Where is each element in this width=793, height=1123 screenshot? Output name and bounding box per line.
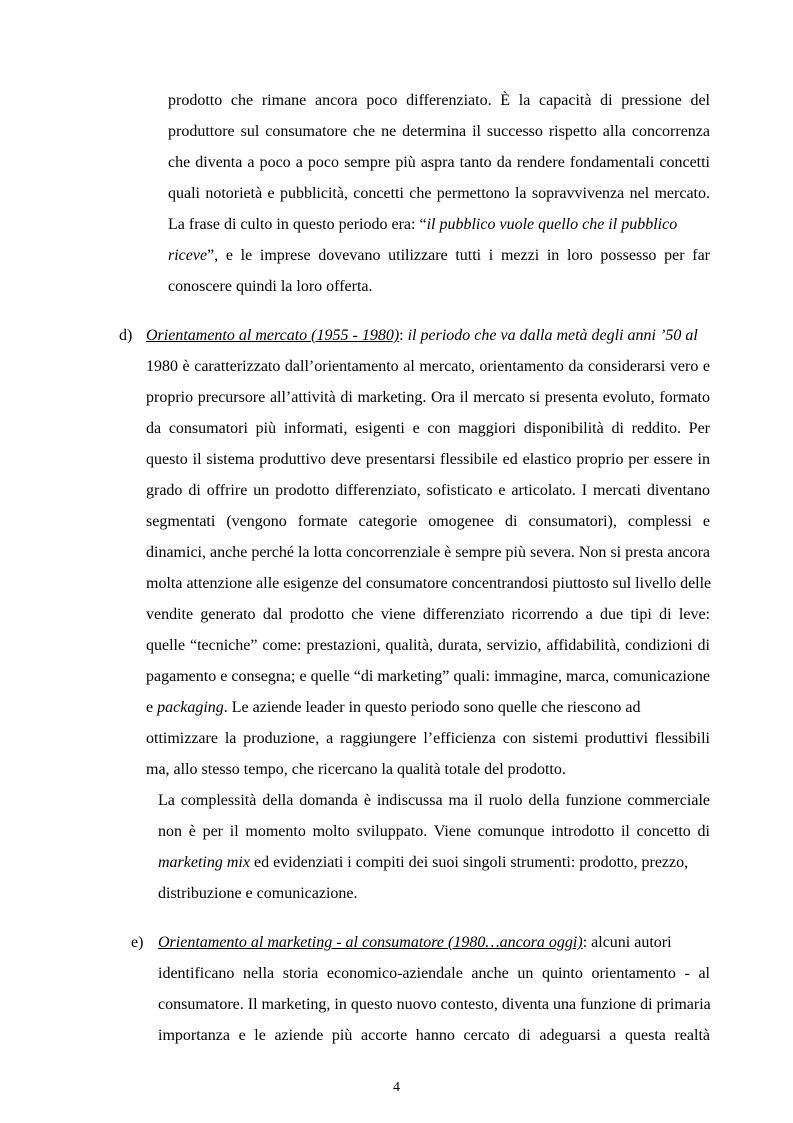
text-line: prodotto che rimane ancora poco differenziato. È la capacità di pressione del: [168, 92, 710, 109]
text-line: grado di offrire un prodotto differenziato, sofisticato e articolato. I mercati diventano: [146, 482, 710, 499]
text-segment: ed evidenziati i compiti dei suoi singoli strumenti: prodotto, prezzo,: [249, 854, 689, 871]
text-line: che diventa a poco a poco sempre più aspra tanto da rendere fondamentali concetti: [168, 154, 710, 171]
text-line: segmentati (vengono formate categorie omogenee di consumatori), complessi e: [146, 513, 710, 530]
text-line: [158, 853, 710, 873]
text-line: [168, 246, 710, 266]
text-line: questo il sistema produttivo deve presentarsi flessibile ed elastico proprio per essere in: [146, 451, 710, 468]
term-italic: packaging: [157, 699, 224, 716]
list-marker: e): [131, 934, 144, 951]
text-line: 1980 è caratterizzato dall’orientamento al mercato, orientamento da considerarsi vero e: [146, 358, 710, 375]
item-heading: Orientamento al mercato (1955 - 1980): [146, 327, 400, 344]
text-line: molta attenzione alle esigenze del consumatore concentrandosi piuttosto sul livello delle: [146, 575, 712, 592]
text-line: ma, allo stesso tempo, che ricercano la qualità totale del prodotto.: [146, 761, 566, 778]
text-line: produttore sul consumatore che ne determina il successo rispetto alla concorrenza: [168, 123, 710, 140]
colon: :: [582, 934, 588, 951]
text-line: quelle “tecniche” come: prestazioni, qualità, durata, servizio, affidabilità, condizioni di: [146, 637, 710, 654]
text-line: consumatore. Il marketing, in questo nuovo contesto, diventa una funzione di primaria: [158, 996, 711, 1013]
item-intro: il periodo che va dalla metà degli anni ’50 al: [403, 327, 698, 344]
colon: :: [399, 327, 404, 344]
page-number: 4: [393, 1080, 400, 1095]
text-segment: . Le aziende leader in questo periodo sono quelle che riescono ad: [223, 699, 641, 716]
text-line: dinamici, anche perché la lotta concorrenziale è sempre più severa. Non si presta ancora: [146, 544, 710, 561]
text-segment: e: [146, 699, 158, 716]
text-line: La complessità della domanda è indiscussa ma il ruolo della funzione commerciale: [158, 792, 710, 809]
item-heading-line: [158, 933, 710, 953]
text-line: vendite generato dal prodotto che viene differenziato ricorrendo a due tipi di leve:: [146, 606, 710, 623]
text-segment: ”, e le imprese dovevano utilizzare tutti i mezzi in loro possesso per far: [207, 247, 710, 264]
text-line: [146, 698, 710, 718]
text-line: quali notorietà e pubblicità, concetti che permettono la sopravvivenza nel mercato.: [168, 185, 710, 202]
list-marker: d): [119, 327, 133, 344]
text-line: conoscere quindi la loro offerta.: [168, 278, 373, 295]
quote-italic: riceve: [168, 247, 208, 264]
text-line: non è per il momento molto sviluppato. Viene comunque introdotto il concetto di: [158, 823, 710, 840]
item-heading-line: [146, 326, 710, 346]
item-heading: Orientamento al marketing - al consumatore (1980…ancora oggi): [158, 934, 583, 951]
item-intro: alcuni autori: [587, 934, 672, 951]
term-italic: marketing mix: [158, 854, 250, 871]
text-line: identificano nella storia economico-aziendale anche un quinto orientamento - al: [158, 965, 710, 982]
text-line: da consumatori più informati, esigenti e con maggiori disponibilità di reddito. Per: [146, 420, 710, 437]
text-line: distribuzione e comunicazione.: [158, 885, 358, 902]
text-line: [168, 215, 710, 235]
text-line: proprio precursore all’attività di marketing. Ora il mercato si presenta evoluto, formato: [146, 389, 710, 406]
quote-italic: il pubblico vuole quello che il pubblico: [426, 216, 678, 233]
text-line: importanza e le aziende più accorte hanno cercato di adeguarsi a questa realtà: [158, 1027, 710, 1044]
text-line: pagamento e consegna; e quelle “di marketing” quali: immagine, marca, comunicazione: [146, 668, 710, 685]
text-line: ottimizzare la produzione, a raggiungere l’efficienza con sistemi produttivi flessibili: [146, 730, 710, 747]
text-segment: La frase di culto in questo periodo era: “: [168, 216, 427, 233]
